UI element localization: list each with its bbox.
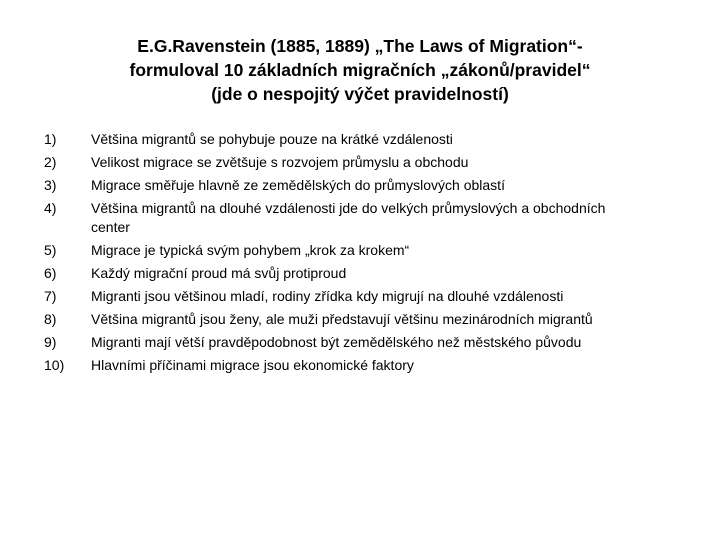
list-item xyxy=(44,285,684,308)
item-text: Migranti mají větší pravděpodobnost být zemědělského než městského původu xyxy=(91,334,582,350)
item-text: Většina migrantů na dlouhé vzdálenosti jde do velkých průmyslových a obchodních center xyxy=(91,200,606,235)
item-number: 3) xyxy=(44,177,57,193)
item-number: 1) xyxy=(44,131,57,147)
item-text: Většina migrantů se pohybuje pouze na krátké vzdálenosti xyxy=(91,131,453,147)
item-number: 4) xyxy=(44,200,57,216)
item-number: 10) xyxy=(44,357,65,373)
item-number: 7) xyxy=(44,288,57,304)
list-item xyxy=(44,331,684,354)
item-text: Většina migrantů jsou ženy, ale muži představují většinu mezinárodních migrantů xyxy=(91,311,593,327)
item-text: Migrace směřuje hlavně ze zemědělských do průmyslových oblastí xyxy=(91,177,505,193)
item-number: 2) xyxy=(44,154,57,170)
list-item xyxy=(44,151,684,174)
title-line: E.G.Ravenstein (1885, 1889) „The Laws of Migration“- xyxy=(137,36,583,56)
item-text: Každý migrační proud má svůj protiproud xyxy=(91,265,347,281)
slide-title xyxy=(60,34,660,106)
list-item xyxy=(44,354,684,377)
list-item xyxy=(44,197,621,239)
item-number: 6) xyxy=(44,265,57,281)
list-item xyxy=(44,308,684,331)
list-item xyxy=(44,128,684,151)
item-text: Migrace je typická svým pohybem „krok za krokem“ xyxy=(91,242,410,258)
item-text: Velikost migrace se zvětšuje s rozvojem průmyslu a obchodu xyxy=(91,154,469,170)
item-number: 9) xyxy=(44,334,57,350)
item-text: Hlavními příčinami migrace jsou ekonomické faktory xyxy=(91,357,414,373)
list-item xyxy=(44,262,684,285)
item-text: Migranti jsou většinou mladí, rodiny zřídka kdy migrují na dlouhé vzdálenosti xyxy=(91,288,564,304)
title-line: formuloval 10 základních migračních „zákonů/pravidel“ xyxy=(129,60,591,80)
item-number: 8) xyxy=(44,311,57,327)
list-item xyxy=(44,174,684,197)
list-item xyxy=(44,239,684,262)
laws-list xyxy=(44,128,684,377)
title-line: (jde o nespojitý výčet pravidelností) xyxy=(211,84,509,104)
item-number: 5) xyxy=(44,242,57,258)
